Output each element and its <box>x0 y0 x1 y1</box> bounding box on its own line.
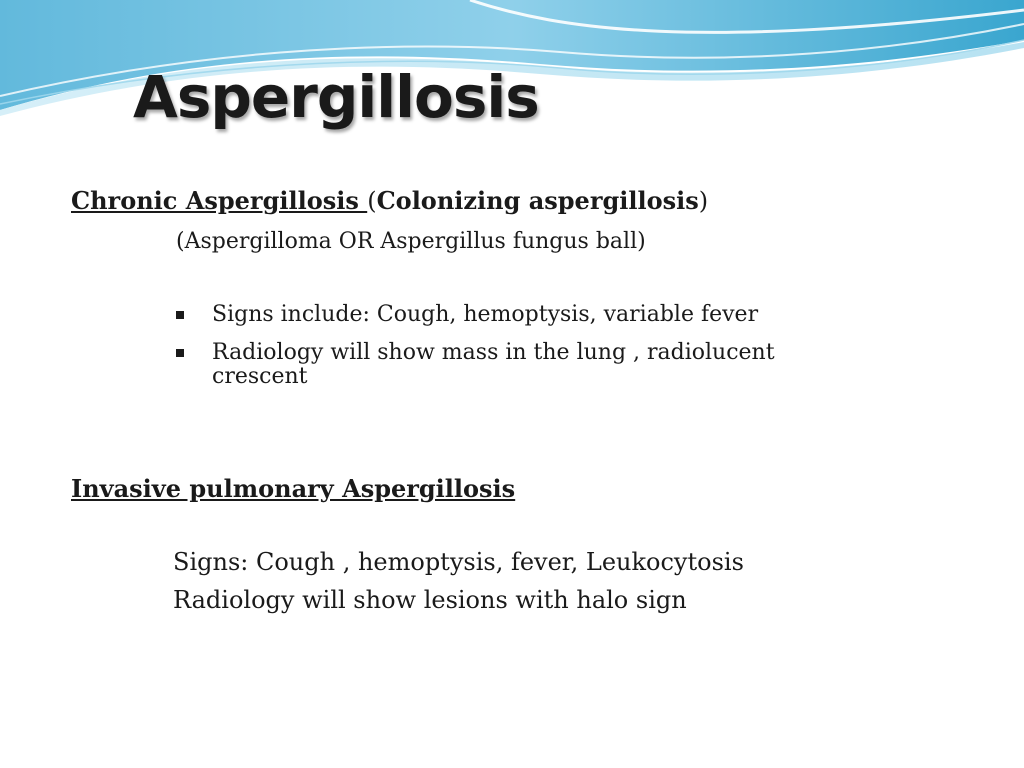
square-bullet-icon <box>176 349 184 357</box>
section1-heading-paren-open: ( <box>367 187 377 215</box>
bullet-item <box>172 303 872 327</box>
section1-heading-paren-close: ) <box>698 187 709 215</box>
slide-title: Aspergillosis <box>133 63 539 131</box>
square-bullet-icon <box>176 311 184 319</box>
section2-line-signs: Signs: Cough , hemoptysis, fever, Leukocytosis <box>173 548 744 576</box>
section1-heading <box>71 186 708 215</box>
bullet-text: Signs include: Cough, hemoptysis, variable fever <box>212 302 759 327</box>
section1-subline: (Aspergilloma OR Aspergillus fungus ball) <box>176 229 646 254</box>
section2-line-radiology: Radiology will show lesions with halo sign <box>173 586 687 614</box>
section1-heading-underlined: Chronic Aspergillosis <box>71 186 368 215</box>
bullet-item <box>172 341 872 389</box>
section2-heading: Invasive pulmonary Aspergillosis <box>71 474 516 503</box>
section1-bullet-list <box>172 303 872 403</box>
section1-heading-subtitle: Colonizing aspergillosis <box>376 186 699 215</box>
bullet-text: Radiology will show mass in the lung , radiolucent crescent <box>212 340 775 389</box>
